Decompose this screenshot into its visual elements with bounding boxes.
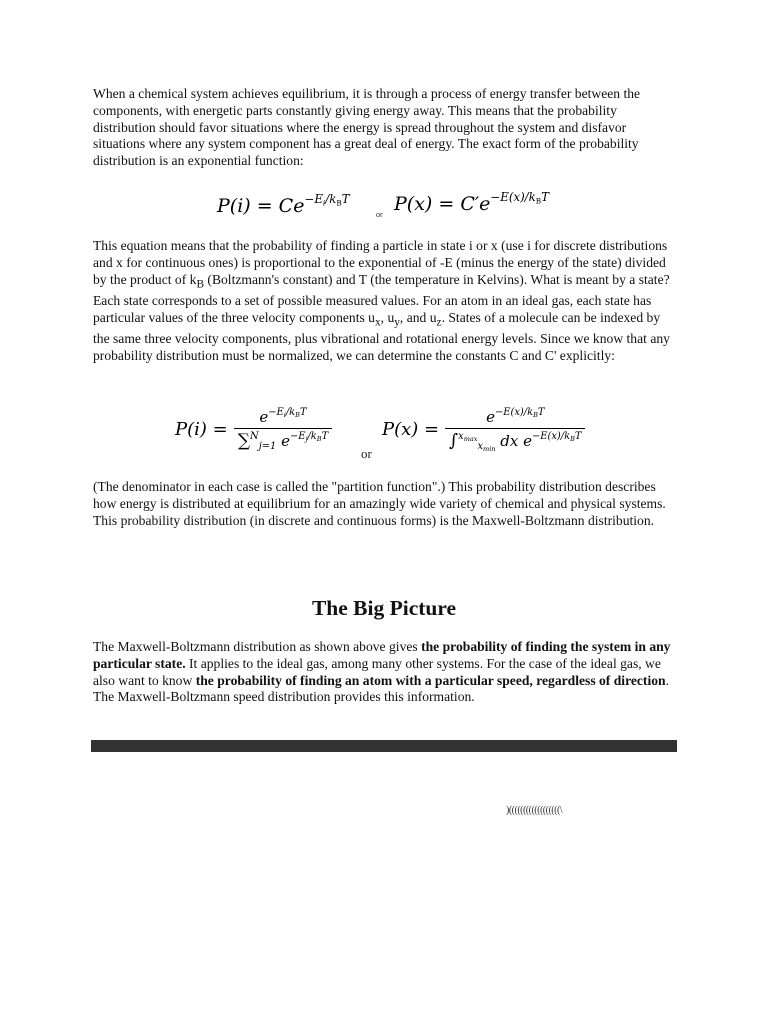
- big-picture-paragraph: The Maxwell-Boltzmann distribution as shown above gives the probability of finding the system in any particular state. It applies to the ideal gas, among many other systems. For the case of the ideal gas, we also want to know the probability of finding an atom with a particular speed, regardless of direction. The Maxwell-Boltzmann speed distribution provides this information.: [93, 639, 671, 705]
- explanation-paragraph: This equation means that the probability of finding a particle in state i or x (use i for discrete distributions and x for continuous ones) is proportional to the exponential of -E (minus the energy of the state) divided by the product of $k_B$ (Boltzmann's constant) and T (the temperature in Kelvins). What is meant by a state? Each state corresponds to a set of possible measured values. For an atom in an ideal gas, each state has particular values of the three velocity components $u_x$, $u_y$, and $u_z$. States of a molecule can be indexed by the same three velocity components, plus vibrational and rotational energy levels. Since we know that any probability distribution must be normalized, we can determine the constants C and C' explicitly:: [93, 238, 670, 364]
- equation-or-label-2: or: [361, 446, 372, 461]
- equation-continuous-exponential: $P(x) = C'e^{-E(x)/k_BT}$: [394, 190, 550, 215]
- equation-continuous-normalized: P(x) = $\frac{e^{-E(x)/k_BT}}{\int^{x_{max}}_{x_{min}} dx e^{-E(x)/k_BT}}$: [382, 408, 585, 451]
- equation-discrete-normalized: P(i) = $\frac{e^{-E_i/k_BT}}{\sum^N_{j=1} e^{-E_j/k_BT}}$: [175, 408, 332, 451]
- section-heading: The Big Picture: [311, 596, 457, 620]
- artifact-text: )((((((((((((((((((\: [506, 805, 563, 816]
- intro-paragraph: When a chemical system achieves equilibrium, it is through a process of energy transfer between the components, with energetic parts constantly giving energy away. This means that the probability distribution should favor situations where the energy is spread throughout the system and disfavor situations where any system component has a great deal of energy. The exact form of the probability distribution is an exponential function:: [93, 86, 641, 169]
- divider-bar: [91, 740, 677, 752]
- equation-discrete-exponential: $P(i) = Ce^{-E_i/k_BT}$: [217, 192, 350, 217]
- equation-or-label: or: [376, 210, 383, 219]
- partition-function-paragraph: (The denominator in each case is called the "partition function".) This probability distribution describes how energy is distributed at equilibrium for an amazingly wide variety of chemical and physical systems. This probability distribution (in discrete and continuous forms) is the Maxwell-Boltzmann distribution.: [93, 479, 666, 528]
